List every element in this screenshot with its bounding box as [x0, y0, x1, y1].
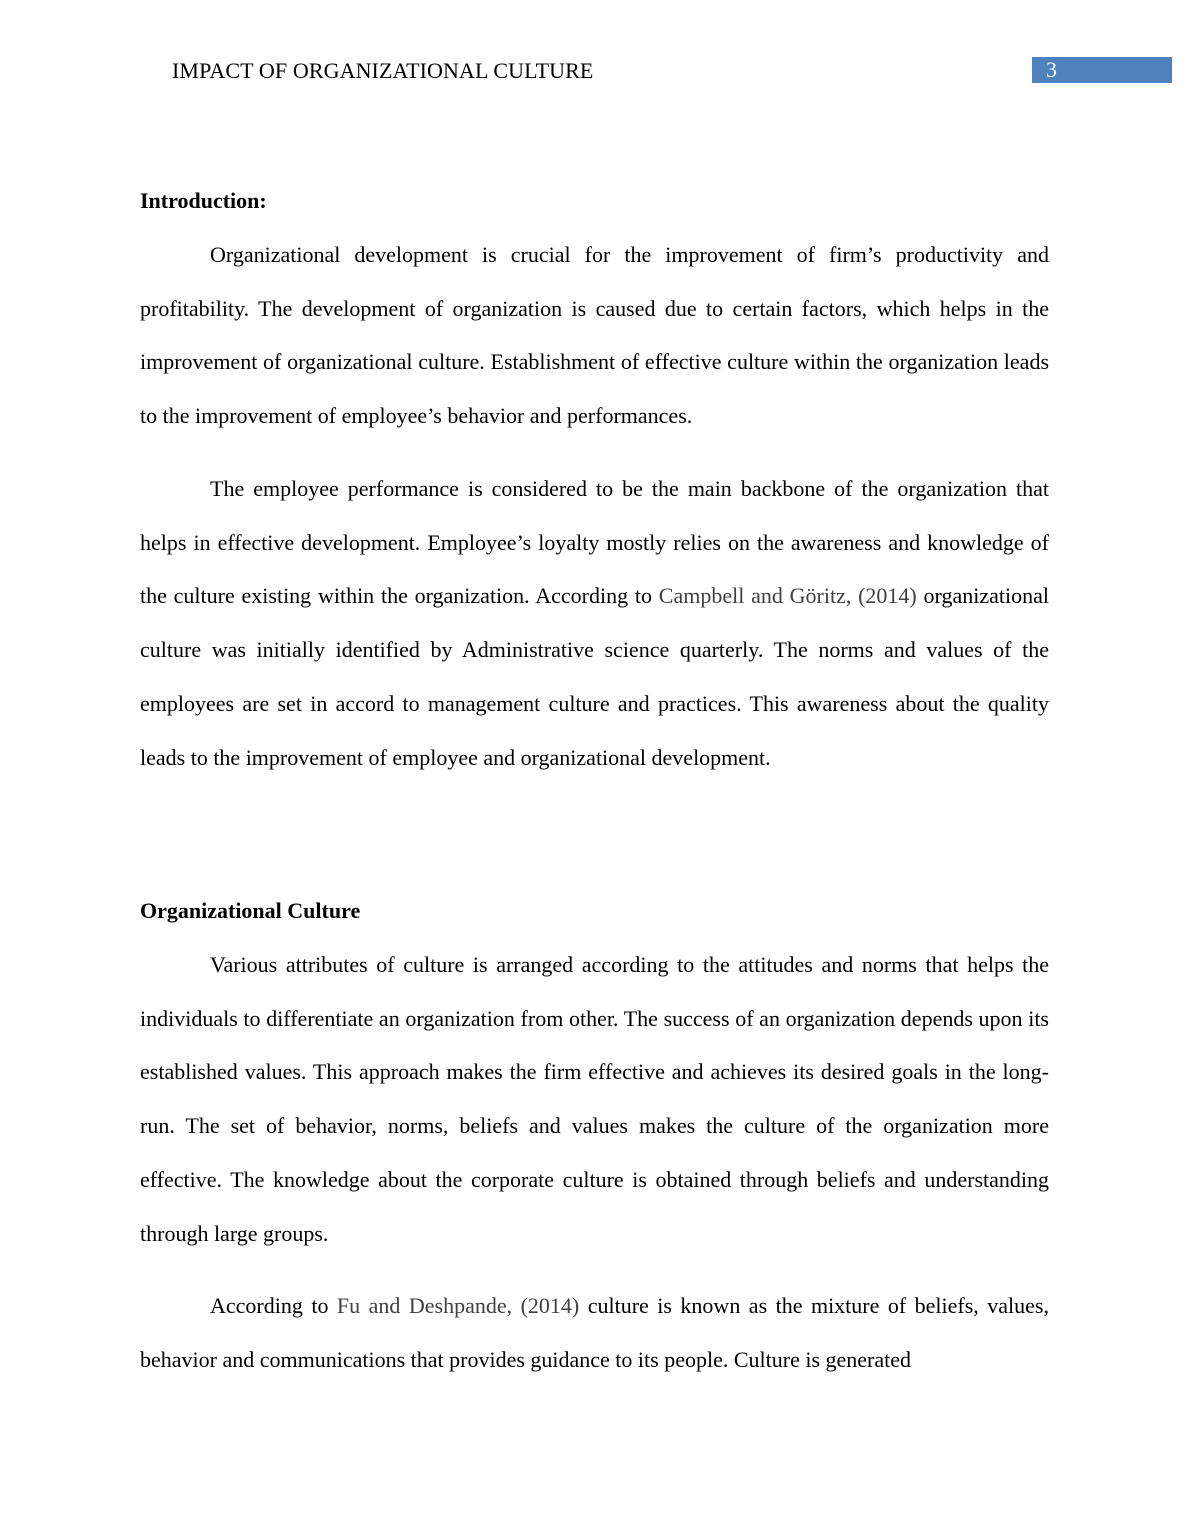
paragraph-text: culture is known as the mixture of beliefs, values, behavior and communications that provides guidance to its people. Culture is generated	[140, 1293, 1049, 1372]
organizational-culture-heading: Organizational Culture	[140, 898, 361, 923]
introduction-paragraph-2	[140, 462, 1049, 784]
paragraph-text: organizational culture was initially identified by Administrative science quarterly. The norms and values of the employees are set in accord to management culture and practices. This awareness about the quality leads to the improvement of employee and organizational development.	[140, 583, 1049, 770]
introduction-paragraph-1: Organizational development is crucial for the improvement of firm’s productivity and profitability. The development of organization is caused due to certain factors, which helps in the improvement of organizational culture. Establishment of effective culture within the organization leads to the improvement of employee’s behavior and performances.	[140, 242, 1049, 429]
running-head: IMPACT OF ORGANIZATIONAL CULTURE	[172, 58, 594, 83]
paragraph-text: The employee performance is considered to be the main backbone of the organization that helps in effective development. Employee’s loyalty mostly relies on the awareness and knowledge of the culture existing within the organization. According to	[140, 476, 1049, 609]
page-number: 3	[1032, 57, 1172, 83]
citation: Fu and Deshpande, (2014)	[336, 1293, 580, 1318]
organizational-culture-paragraph-2	[140, 1279, 1049, 1386]
citation: Campbell and Göritz, (2014)	[658, 583, 917, 609]
organizational-culture-paragraph-1: Various attributes of culture is arranged according to the attitudes and norms that helps the individuals to differentiate an organization from other. The success of an organization depends upon its established values. This approach makes the firm effective and achieves its desired goals in the long-run. The set of behavior, norms, beliefs and values makes the culture of the organization more effective. The knowledge about the corporate culture is obtained through beliefs and understanding through large groups.	[140, 952, 1049, 1246]
paragraph-text: According to	[210, 1293, 337, 1318]
introduction-heading: Introduction:	[140, 188, 267, 213]
